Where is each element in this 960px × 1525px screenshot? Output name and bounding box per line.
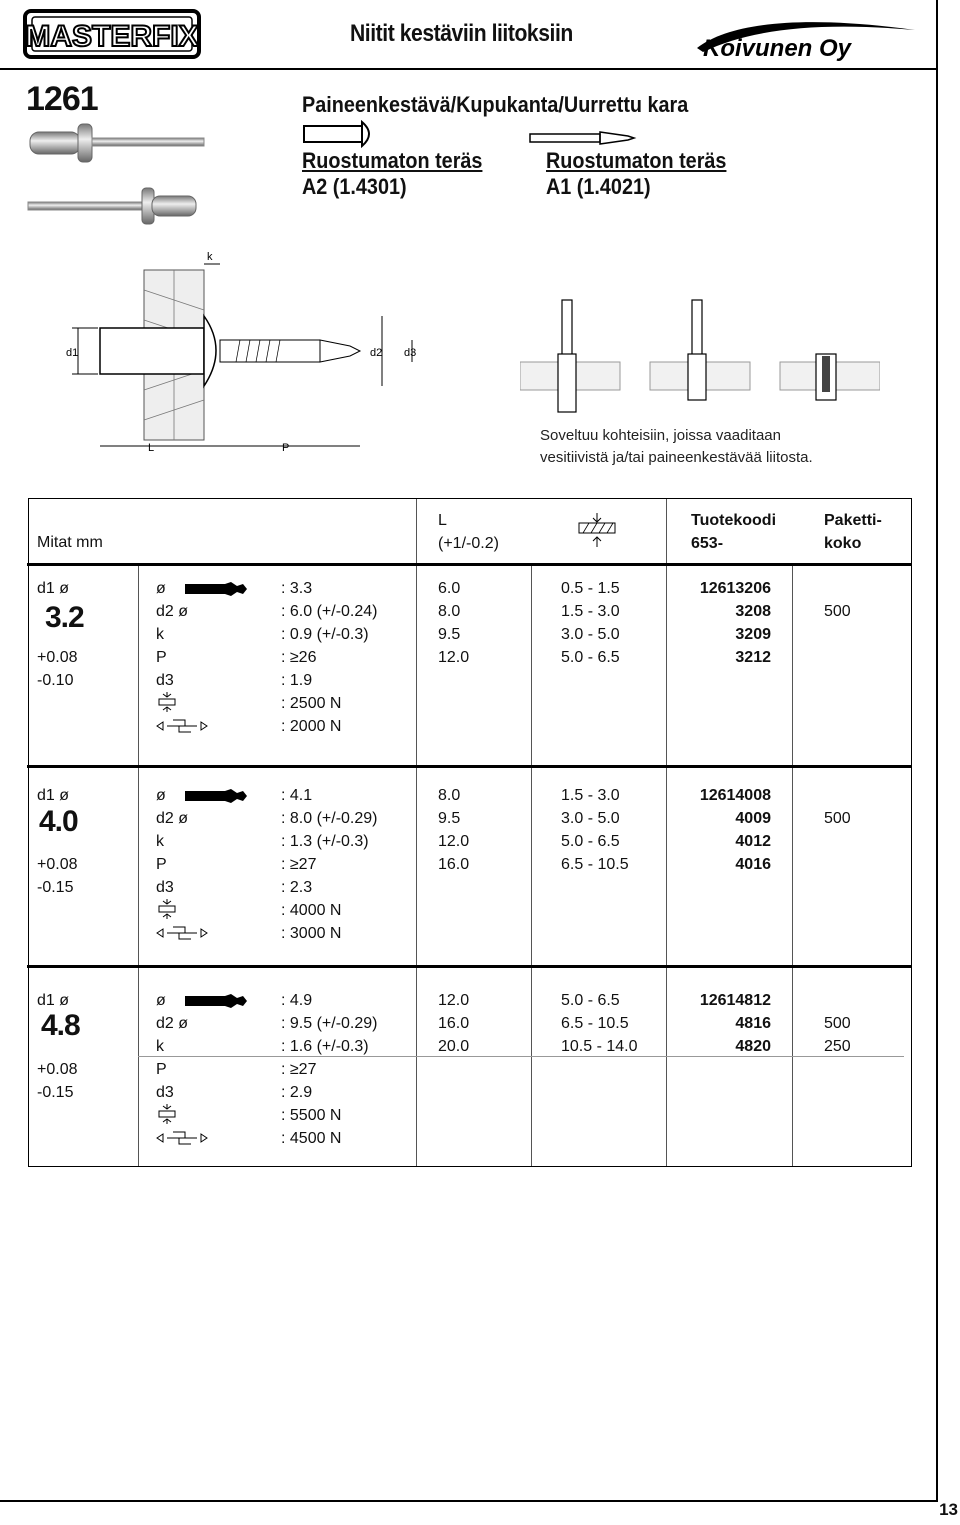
- spec-label: d3: [156, 1084, 174, 1101]
- tolerance-minus: -0.15: [37, 879, 74, 896]
- size-group-3-2: [28, 566, 912, 766]
- spec-value: : 4500 N: [281, 1130, 342, 1147]
- header-rule: [0, 68, 938, 70]
- product-code-value: 3208: [735, 603, 771, 620]
- tolerance-minus: -0.15: [37, 1084, 74, 1101]
- size-group-4-8: [28, 968, 912, 1167]
- drill-icon: [185, 789, 247, 803]
- grip-range-value: 5.0 - 6.5: [561, 992, 620, 1009]
- rivet-size: 4.0: [39, 805, 78, 838]
- spec-value: : 8.0 (+/-0.29): [281, 810, 378, 827]
- mandrel-sketch: [528, 128, 638, 148]
- rivet-body-sketch: [302, 120, 382, 150]
- spec-value: : 4.1: [281, 787, 313, 804]
- page-number: 13: [939, 1500, 958, 1519]
- col-divider: [138, 566, 139, 765]
- dim-L-label: L: [148, 442, 155, 454]
- tensile-icon: [157, 692, 177, 712]
- rivet-size: 3.2: [45, 601, 84, 634]
- shear-icon: [155, 716, 209, 736]
- length-value: 8.0: [438, 787, 461, 804]
- koivunen-logo-text: Koivunen Oy: [703, 35, 852, 62]
- material-body-grade: A2 (1.4301): [302, 174, 407, 199]
- pack-size-value: 500: [824, 810, 851, 827]
- length-value: 12.0: [438, 833, 470, 850]
- product-code-value: 4820: [735, 1038, 771, 1055]
- spec-value: : 1.9: [281, 672, 313, 689]
- spec-value: : 9.5 (+/-0.29): [281, 1015, 378, 1032]
- spec-value: : ≥27: [281, 1061, 317, 1078]
- header-code-prefix: 653-: [691, 535, 724, 552]
- spec-label: P: [156, 1061, 167, 1078]
- spec-value: : 6.0 (+/-0.24): [281, 603, 378, 620]
- spec-value: : 2.9: [281, 1084, 313, 1101]
- header-code: Tuotekoodi: [691, 512, 777, 529]
- col-divider: [138, 768, 139, 965]
- spec-label: k: [156, 1038, 164, 1055]
- spec-label: k: [156, 626, 164, 643]
- dim-d2-label: d2: [370, 347, 383, 359]
- material-mandrel: [546, 148, 726, 200]
- pack-size-value: 250: [824, 1038, 851, 1055]
- shear-icon: [155, 1128, 209, 1148]
- spec-label: ø: [156, 992, 166, 1009]
- spec-value: : 4000 N: [281, 902, 342, 919]
- d1-label: d1 ø: [37, 580, 70, 597]
- tolerance-plus: +0.08: [37, 856, 78, 873]
- usage-note-line1: Soveltuu kohteisiin, joissa vaaditaan: [540, 427, 781, 444]
- pack-size-value: 500: [824, 603, 851, 620]
- spec-value: : 2500 N: [281, 695, 342, 712]
- col-divider: [792, 768, 793, 965]
- d1-label: d1 ø: [37, 787, 70, 804]
- spec-value: : 3000 N: [281, 925, 342, 942]
- product-code-value: 4009: [735, 810, 771, 827]
- col-divider: [416, 768, 417, 965]
- spec-label: d3: [156, 879, 174, 896]
- spec-label: d2 ø: [156, 810, 189, 827]
- col-divider: [531, 768, 532, 965]
- product-code-value: 12613206: [699, 580, 771, 597]
- product-code: 1261: [26, 80, 98, 118]
- material-body-name: Ruostumaton teräs: [302, 148, 483, 173]
- length-value: 8.0: [438, 603, 461, 620]
- tolerance-plus: +0.08: [37, 649, 78, 666]
- grip-range-value: 5.0 - 6.5: [561, 833, 620, 850]
- length-value: 20.0: [438, 1038, 470, 1055]
- spec-value: : 3.3: [281, 580, 313, 597]
- product-code-value: 4012: [735, 833, 771, 850]
- length-value: 12.0: [438, 649, 470, 666]
- grip-range-value: 5.0 - 6.5: [561, 649, 620, 666]
- dim-d1-label: d1: [66, 347, 79, 359]
- col-divider: [792, 968, 793, 1166]
- col-divider: [666, 499, 667, 564]
- spec-label: ø: [156, 787, 166, 804]
- header-L: L: [438, 512, 447, 529]
- spec-value: : 4.9: [281, 992, 313, 1009]
- tolerance-plus: +0.08: [37, 1061, 78, 1078]
- col-divider: [416, 499, 417, 564]
- grip-range-value: 3.0 - 5.0: [561, 626, 620, 643]
- col-divider: [792, 566, 793, 765]
- product-code-value: 3209: [735, 626, 771, 643]
- col-divider: [416, 968, 417, 1166]
- spec-label: d3: [156, 672, 174, 689]
- page-title: Niitit kestäviin liitoksiin: [350, 20, 573, 47]
- spec-value: : 0.9 (+/-0.3): [281, 626, 369, 643]
- product-code-value: 3212: [735, 649, 771, 666]
- header-dims: Mitat mm: [37, 534, 103, 551]
- col-divider: [416, 566, 417, 765]
- spec-label: d2 ø: [156, 603, 189, 620]
- product-code-value: 4016: [735, 856, 771, 873]
- grip-range-value: 6.5 - 10.5: [561, 1015, 629, 1032]
- length-value: 9.5: [438, 626, 461, 643]
- grip-range-value: 1.5 - 3.0: [561, 603, 620, 620]
- col-divider: [531, 566, 532, 765]
- dim-d3-label: d3: [404, 347, 417, 359]
- drill-icon: [185, 582, 247, 596]
- grip-range-value: 6.5 - 10.5: [561, 856, 629, 873]
- koivunen-logo: [693, 14, 919, 62]
- usage-note: [540, 425, 813, 469]
- size-group-4-0: [28, 768, 912, 965]
- rivet-dimension-diagram: [60, 250, 440, 460]
- spec-value: : 2000 N: [281, 718, 342, 735]
- length-value: 6.0: [438, 580, 461, 597]
- length-value: 9.5: [438, 810, 461, 827]
- spec-label: ø: [156, 580, 166, 597]
- spec-label: d2 ø: [156, 1015, 189, 1032]
- grip-range-icon: [577, 513, 617, 549]
- tolerance-minus: -0.10: [37, 672, 74, 689]
- setting-sequence-diagram: [520, 296, 880, 420]
- row-rule: [138, 1056, 904, 1057]
- rivet-photo: [26, 118, 286, 228]
- material-body: [302, 148, 482, 200]
- col-divider: [666, 566, 667, 765]
- masterfix-logo: [22, 8, 202, 60]
- spec-value: : ≥26: [281, 649, 317, 666]
- grip-range-value: 3.0 - 5.0: [561, 810, 620, 827]
- product-code-value: 4816: [735, 1015, 771, 1032]
- col-divider: [666, 768, 667, 965]
- spec-value: : 5500 N: [281, 1107, 342, 1124]
- tensile-icon: [157, 1104, 177, 1124]
- grip-range-value: 0.5 - 1.5: [561, 580, 620, 597]
- usage-note-line2: vesitiivistä ja/tai paineenkestävää liitosta.: [540, 449, 813, 466]
- spec-value: : 2.3: [281, 879, 313, 896]
- col-divider: [666, 968, 667, 1166]
- dim-k-label: k: [207, 251, 213, 263]
- length-value: 16.0: [438, 856, 470, 873]
- spec-label: k: [156, 833, 164, 850]
- pack-size-value: 500: [824, 1015, 851, 1032]
- material-mandrel-grade: A1 (1.4021): [546, 174, 651, 199]
- d1-label: d1 ø: [37, 992, 70, 1009]
- spec-label: P: [156, 856, 167, 873]
- spec-value: : 1.6 (+/-0.3): [281, 1038, 369, 1055]
- header-pack-size: koko: [824, 535, 862, 552]
- col-divider: [138, 968, 139, 1166]
- header-L-tolerance: (+1/-0.2): [438, 535, 499, 552]
- spec-value: : ≥27: [281, 856, 317, 873]
- product-code-value: 12614812: [699, 992, 771, 1009]
- spec-label: P: [156, 649, 167, 666]
- grip-range-value: 1.5 - 3.0: [561, 787, 620, 804]
- length-value: 12.0: [438, 992, 470, 1009]
- header-pack: Paketti-: [824, 512, 882, 529]
- product-subtitle: Paineenkestävä/Kupukanta/Uurrettu kara: [302, 92, 689, 117]
- dim-P-label: P: [282, 442, 290, 454]
- grip-range-value: 10.5 - 14.0: [561, 1038, 638, 1055]
- material-mandrel-name: Ruostumaton teräs: [546, 148, 727, 173]
- rivet-size: 4.8: [41, 1009, 80, 1042]
- col-divider: [531, 968, 532, 1166]
- masterfix-logo-text: MASTERFIX: [25, 20, 199, 53]
- length-value: 16.0: [438, 1015, 470, 1032]
- shear-icon: [155, 923, 209, 943]
- spec-value: : 1.3 (+/-0.3): [281, 833, 369, 850]
- drill-icon: [185, 994, 247, 1008]
- product-code-value: 12614008: [699, 787, 771, 804]
- table-header: [28, 498, 912, 565]
- tensile-icon: [157, 899, 177, 919]
